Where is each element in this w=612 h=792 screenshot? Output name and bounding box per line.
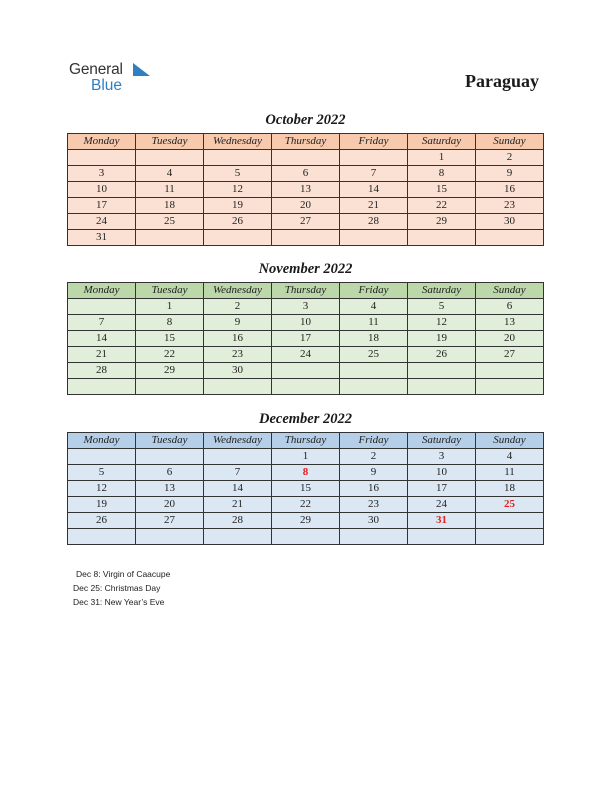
day-cell: 22: [408, 198, 476, 214]
holiday-day-cell: 8: [272, 465, 340, 481]
calendar-october: [67, 133, 544, 246]
empty-day-cell: [408, 379, 476, 395]
day-cell: 7: [68, 315, 136, 331]
day-cell: 24: [272, 347, 340, 363]
day-cell: 18: [136, 198, 204, 214]
holiday-note: Dec 8: Virgin of Caacupe: [76, 569, 171, 579]
day-cell: 4: [476, 449, 544, 465]
day-cell: 2: [476, 150, 544, 166]
empty-day-cell: [204, 529, 272, 545]
day-cell: 17: [68, 198, 136, 214]
empty-day-cell: [204, 379, 272, 395]
empty-day-cell: [340, 363, 408, 379]
empty-day-cell: [408, 363, 476, 379]
day-cell: 5: [204, 166, 272, 182]
weekday-header: Thursday: [272, 433, 340, 449]
day-cell: 2: [204, 299, 272, 315]
day-cell: 22: [136, 347, 204, 363]
empty-day-cell: [340, 379, 408, 395]
day-cell: 25: [136, 214, 204, 230]
day-cell: 26: [68, 513, 136, 529]
weekday-header: Thursday: [272, 134, 340, 150]
day-cell: 11: [340, 315, 408, 331]
day-cell: 19: [408, 331, 476, 347]
day-cell: 23: [204, 347, 272, 363]
day-cell: 16: [476, 182, 544, 198]
empty-day-cell: [408, 230, 476, 246]
day-cell: 24: [68, 214, 136, 230]
day-cell: 10: [408, 465, 476, 481]
day-cell: 13: [272, 182, 340, 198]
day-cell: 27: [476, 347, 544, 363]
empty-day-cell: [136, 529, 204, 545]
day-cell: 12: [408, 315, 476, 331]
holiday-notes: [73, 567, 170, 609]
weekday-header: Tuesday: [136, 134, 204, 150]
day-cell: 4: [340, 299, 408, 315]
day-cell: 9: [340, 465, 408, 481]
day-cell: 24: [408, 497, 476, 513]
week-row: [68, 182, 544, 198]
holiday-day-cell: 31: [408, 513, 476, 529]
day-cell: 8: [408, 166, 476, 182]
week-row: [68, 363, 544, 379]
empty-day-cell: [476, 529, 544, 545]
day-cell: 17: [272, 331, 340, 347]
day-cell: 16: [340, 481, 408, 497]
weekday-header: Sunday: [476, 283, 544, 299]
logo-word-general: General: [69, 61, 123, 78]
empty-day-cell: [68, 299, 136, 315]
weekday-header: Thursday: [272, 283, 340, 299]
empty-day-cell: [408, 529, 476, 545]
day-cell: 12: [204, 182, 272, 198]
day-cell: 20: [136, 497, 204, 513]
day-cell: 1: [136, 299, 204, 315]
day-cell: 7: [204, 465, 272, 481]
empty-day-cell: [476, 363, 544, 379]
country-title: Paraguay: [465, 71, 539, 91]
day-cell: 1: [272, 449, 340, 465]
day-cell: 14: [68, 331, 136, 347]
weekday-header: Saturday: [408, 433, 476, 449]
empty-day-cell: [136, 449, 204, 465]
day-cell: 6: [136, 465, 204, 481]
empty-day-cell: [68, 379, 136, 395]
weekday-header: Friday: [340, 433, 408, 449]
empty-day-cell: [476, 379, 544, 395]
weekday-header: Tuesday: [136, 283, 204, 299]
weekday-header: Saturday: [408, 283, 476, 299]
day-cell: 11: [476, 465, 544, 481]
holiday-day-cell: 25: [476, 497, 544, 513]
week-row: [68, 347, 544, 363]
generalblue-logo: [69, 61, 169, 97]
weekday-header: Monday: [68, 134, 136, 150]
day-cell: 6: [272, 166, 340, 182]
day-cell: 15: [272, 481, 340, 497]
empty-day-cell: [204, 449, 272, 465]
holiday-note: Dec 31: New Year’s Eve: [73, 597, 165, 607]
day-cell: 29: [272, 513, 340, 529]
empty-day-cell: [340, 150, 408, 166]
weekday-header-row: [68, 433, 544, 449]
day-cell: 16: [204, 331, 272, 347]
day-cell: 19: [204, 198, 272, 214]
day-cell: 21: [340, 198, 408, 214]
empty-day-cell: [476, 230, 544, 246]
empty-day-cell: [136, 230, 204, 246]
day-cell: 30: [476, 214, 544, 230]
week-row: [68, 465, 544, 481]
empty-day-cell: [340, 529, 408, 545]
day-cell: 3: [408, 449, 476, 465]
weekday-header: Friday: [340, 134, 408, 150]
day-cell: 28: [68, 363, 136, 379]
day-cell: 3: [68, 166, 136, 182]
empty-day-cell: [68, 529, 136, 545]
weekday-header: Wednesday: [204, 134, 272, 150]
day-cell: 20: [272, 198, 340, 214]
empty-day-cell: [340, 230, 408, 246]
weekday-header: Monday: [68, 433, 136, 449]
month-title-december: December 2022: [258, 411, 352, 427]
weekday-header: Saturday: [408, 134, 476, 150]
day-cell: 30: [340, 513, 408, 529]
week-row: [68, 481, 544, 497]
empty-day-cell: [204, 230, 272, 246]
weekday-header: Sunday: [476, 433, 544, 449]
day-cell: 13: [476, 315, 544, 331]
week-row: [68, 214, 544, 230]
week-row: [68, 299, 544, 315]
day-cell: 3: [272, 299, 340, 315]
day-cell: 21: [204, 497, 272, 513]
day-cell: 7: [340, 166, 408, 182]
month-title-october: October 2022: [265, 112, 346, 128]
day-cell: 22: [272, 497, 340, 513]
calendar-november: [67, 282, 544, 395]
day-cell: 18: [476, 481, 544, 497]
week-row: [68, 198, 544, 214]
empty-day-cell: [476, 513, 544, 529]
day-cell: 14: [340, 182, 408, 198]
day-cell: 1: [408, 150, 476, 166]
day-cell: 29: [136, 363, 204, 379]
day-cell: 9: [204, 315, 272, 331]
day-cell: 11: [136, 182, 204, 198]
weekday-header: Friday: [340, 283, 408, 299]
day-cell: 25: [340, 347, 408, 363]
weekday-header: Monday: [68, 283, 136, 299]
day-cell: 30: [204, 363, 272, 379]
day-cell: 26: [408, 347, 476, 363]
weekday-header: Tuesday: [136, 433, 204, 449]
empty-day-cell: [68, 150, 136, 166]
day-cell: 29: [408, 214, 476, 230]
empty-day-cell: [272, 379, 340, 395]
calendar-december: [67, 432, 544, 545]
empty-day-cell: [204, 150, 272, 166]
logo-triangle-icon: [133, 63, 153, 79]
empty-day-cell: [136, 379, 204, 395]
weekday-header-row: [68, 134, 544, 150]
day-cell: 26: [204, 214, 272, 230]
weekday-header: Wednesday: [204, 433, 272, 449]
day-cell: 5: [68, 465, 136, 481]
day-cell: 6: [476, 299, 544, 315]
day-cell: 10: [68, 182, 136, 198]
empty-day-cell: [68, 449, 136, 465]
day-cell: 28: [204, 513, 272, 529]
day-cell: 31: [68, 230, 136, 246]
week-row: [68, 166, 544, 182]
day-cell: 10: [272, 315, 340, 331]
month-title-november: November 2022: [258, 261, 353, 277]
week-row: [68, 230, 544, 246]
day-cell: 2: [340, 449, 408, 465]
weekday-header-row: [68, 283, 544, 299]
logo-word-blue: Blue: [91, 77, 123, 94]
week-row: [68, 379, 544, 395]
day-cell: 28: [340, 214, 408, 230]
empty-day-cell: [272, 363, 340, 379]
day-cell: 27: [272, 214, 340, 230]
empty-day-cell: [272, 230, 340, 246]
holiday-note: Dec 25: Christmas Day: [73, 583, 161, 593]
day-cell: 21: [68, 347, 136, 363]
day-cell: 17: [408, 481, 476, 497]
day-cell: 9: [476, 166, 544, 182]
week-row: [68, 315, 544, 331]
day-cell: 23: [476, 198, 544, 214]
day-cell: 27: [136, 513, 204, 529]
day-cell: 8: [136, 315, 204, 331]
day-cell: 18: [340, 331, 408, 347]
week-row: [68, 497, 544, 513]
day-cell: 20: [476, 331, 544, 347]
day-cell: 15: [408, 182, 476, 198]
day-cell: 4: [136, 166, 204, 182]
day-cell: 19: [68, 497, 136, 513]
day-cell: 12: [68, 481, 136, 497]
weekday-header: Sunday: [476, 134, 544, 150]
week-row: [68, 449, 544, 465]
weekday-header: Wednesday: [204, 283, 272, 299]
week-row: [68, 513, 544, 529]
empty-day-cell: [272, 529, 340, 545]
empty-day-cell: [136, 150, 204, 166]
empty-day-cell: [272, 150, 340, 166]
week-row: [68, 331, 544, 347]
day-cell: 13: [136, 481, 204, 497]
week-row: [68, 150, 544, 166]
day-cell: 5: [408, 299, 476, 315]
week-row: [68, 529, 544, 545]
day-cell: 23: [340, 497, 408, 513]
day-cell: 15: [136, 331, 204, 347]
day-cell: 14: [204, 481, 272, 497]
